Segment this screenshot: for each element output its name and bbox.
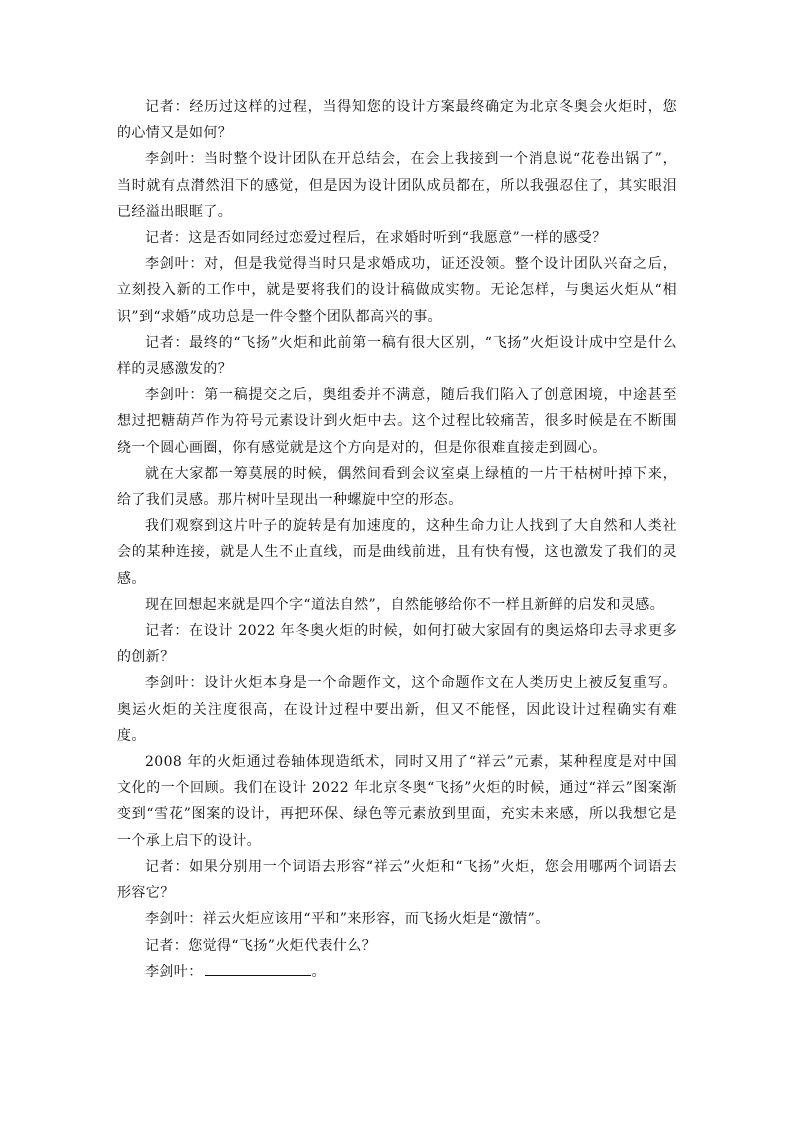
paragraph-li-answer-4: 李剑叶：设计火炬本身是一个命题作文，这个命题作文在人类历史上被反复重写。奥运火炬的关注度很高，在设计过程中要出新，但又不能怪，因此设计过程确实有难度。 [117,675,677,744]
paragraph-li-answer-3: 李剑叶：第一稿提交之后，奥组委并不满意，随后我们陷入了创意困境，中途甚至想过把糖葫芦作为符号元素设计到火炬中去。这个过程比较痛苦，很多时候是在不断围绕一个圆心画圈，你有感觉就是这个方向是对的，但是你很难直接走到圆心。 [117,387,677,456]
paragraph-li-answer-3-cont-1: 就在大家都一筹莫展的时候，偶然间看到会议室桌上绿植的一片干枯树叶掉下来，给了我们灵感。那片树叶呈现出一种螺旋中空的形态。 [117,465,677,509]
paragraph-li-answer-1: 李剑叶：当时整个设计团队在开总结会，在会上我接到一个消息说“花卷出锅了”，当时就有点潸然泪下的感觉，但是因为设计团队成员都在，所以我强忍住了，其实眼泪已经溢出眼眶了。 [117,151,677,220]
paragraph-li-answer-5: 李剑叶：祥云火炬应该用“平和”来形容，而飞扬火炬是“激情”。 [145,911,550,928]
paragraph-li-answer-2: 李剑叶：对，但是我觉得当时只是求婚成功，证还没领。整个设计团队兴奋之后，立刻投入新的工作中，就是要将我们的设计稿做成实物。无论怎样，与奥运火炬从“相识”到“求婚”成功总是一件令整个团队都高兴的事。 [117,256,677,325]
speaker-label: 李剑叶： [145,963,203,980]
paragraph-li-answer-4-cont: 2008 年的火炬通过卷轴体现造纸术，同时又用了“祥云”元素，某种程度是对中国文化的一个回顾。我们在设计 2022 年北京冬奥“飞扬”火炬的时候，通过“祥云”图案渐变到“雪花”图案的设计，再把环保、绿色等元素放到里面，充实未来感，所以我想它是一个承上启下的设计。 [117,754,677,849]
paragraph-li-answer-3-cont-3: 现在回想起来就是四个字“道法自然”，自然能够给你不一样且新鲜的启发和灵感。 [145,596,665,613]
paragraph-reporter-question-4: 记者：在设计 2022 年冬奥火炬的时候，如何打破大家固有的奥运烙印去寻求更多的创新？ [117,623,677,666]
end-mark: 。 [311,963,327,980]
paragraph-li-answer-blank [117,959,677,985]
answer-blank[interactable] [205,961,311,976]
paragraph-reporter-question-1: 记者：经历过这样的过程，当得知您的设计方案最终确定为北京冬奥会火炬时，您的心情又是如何？ [117,99,677,142]
paragraph-reporter-question-3: 记者：最终的“飞扬”火炬和此前第一稿有很大区别，“飞扬”火炬设计成中空是什么样的灵感激发的？ [117,334,677,378]
paragraph-li-answer-3-cont-2: 我们观察到这片叶子的旋转是有加速度的，这种生命力让人找到了大自然和人类社会的某种连接，就是人生不止直线，而是曲线前进，且有快有慢，这也激发了我们的灵感。 [117,518,677,587]
paragraph-reporter-question-5: 记者：如果分别用一个词语去形容“祥云”火炬和“飞扬”火炬，您会用哪两个词语去形容它？ [117,858,677,902]
paragraph-reporter-question-6: 记者：您觉得“飞扬”火炬代表什么？ [145,937,377,954]
paragraph-reporter-question-2: 记者：这是否如同经过恋爱过程后，在求婚时听到“我愿意”一样的感受？ [145,230,607,247]
interview-document [117,94,677,985]
